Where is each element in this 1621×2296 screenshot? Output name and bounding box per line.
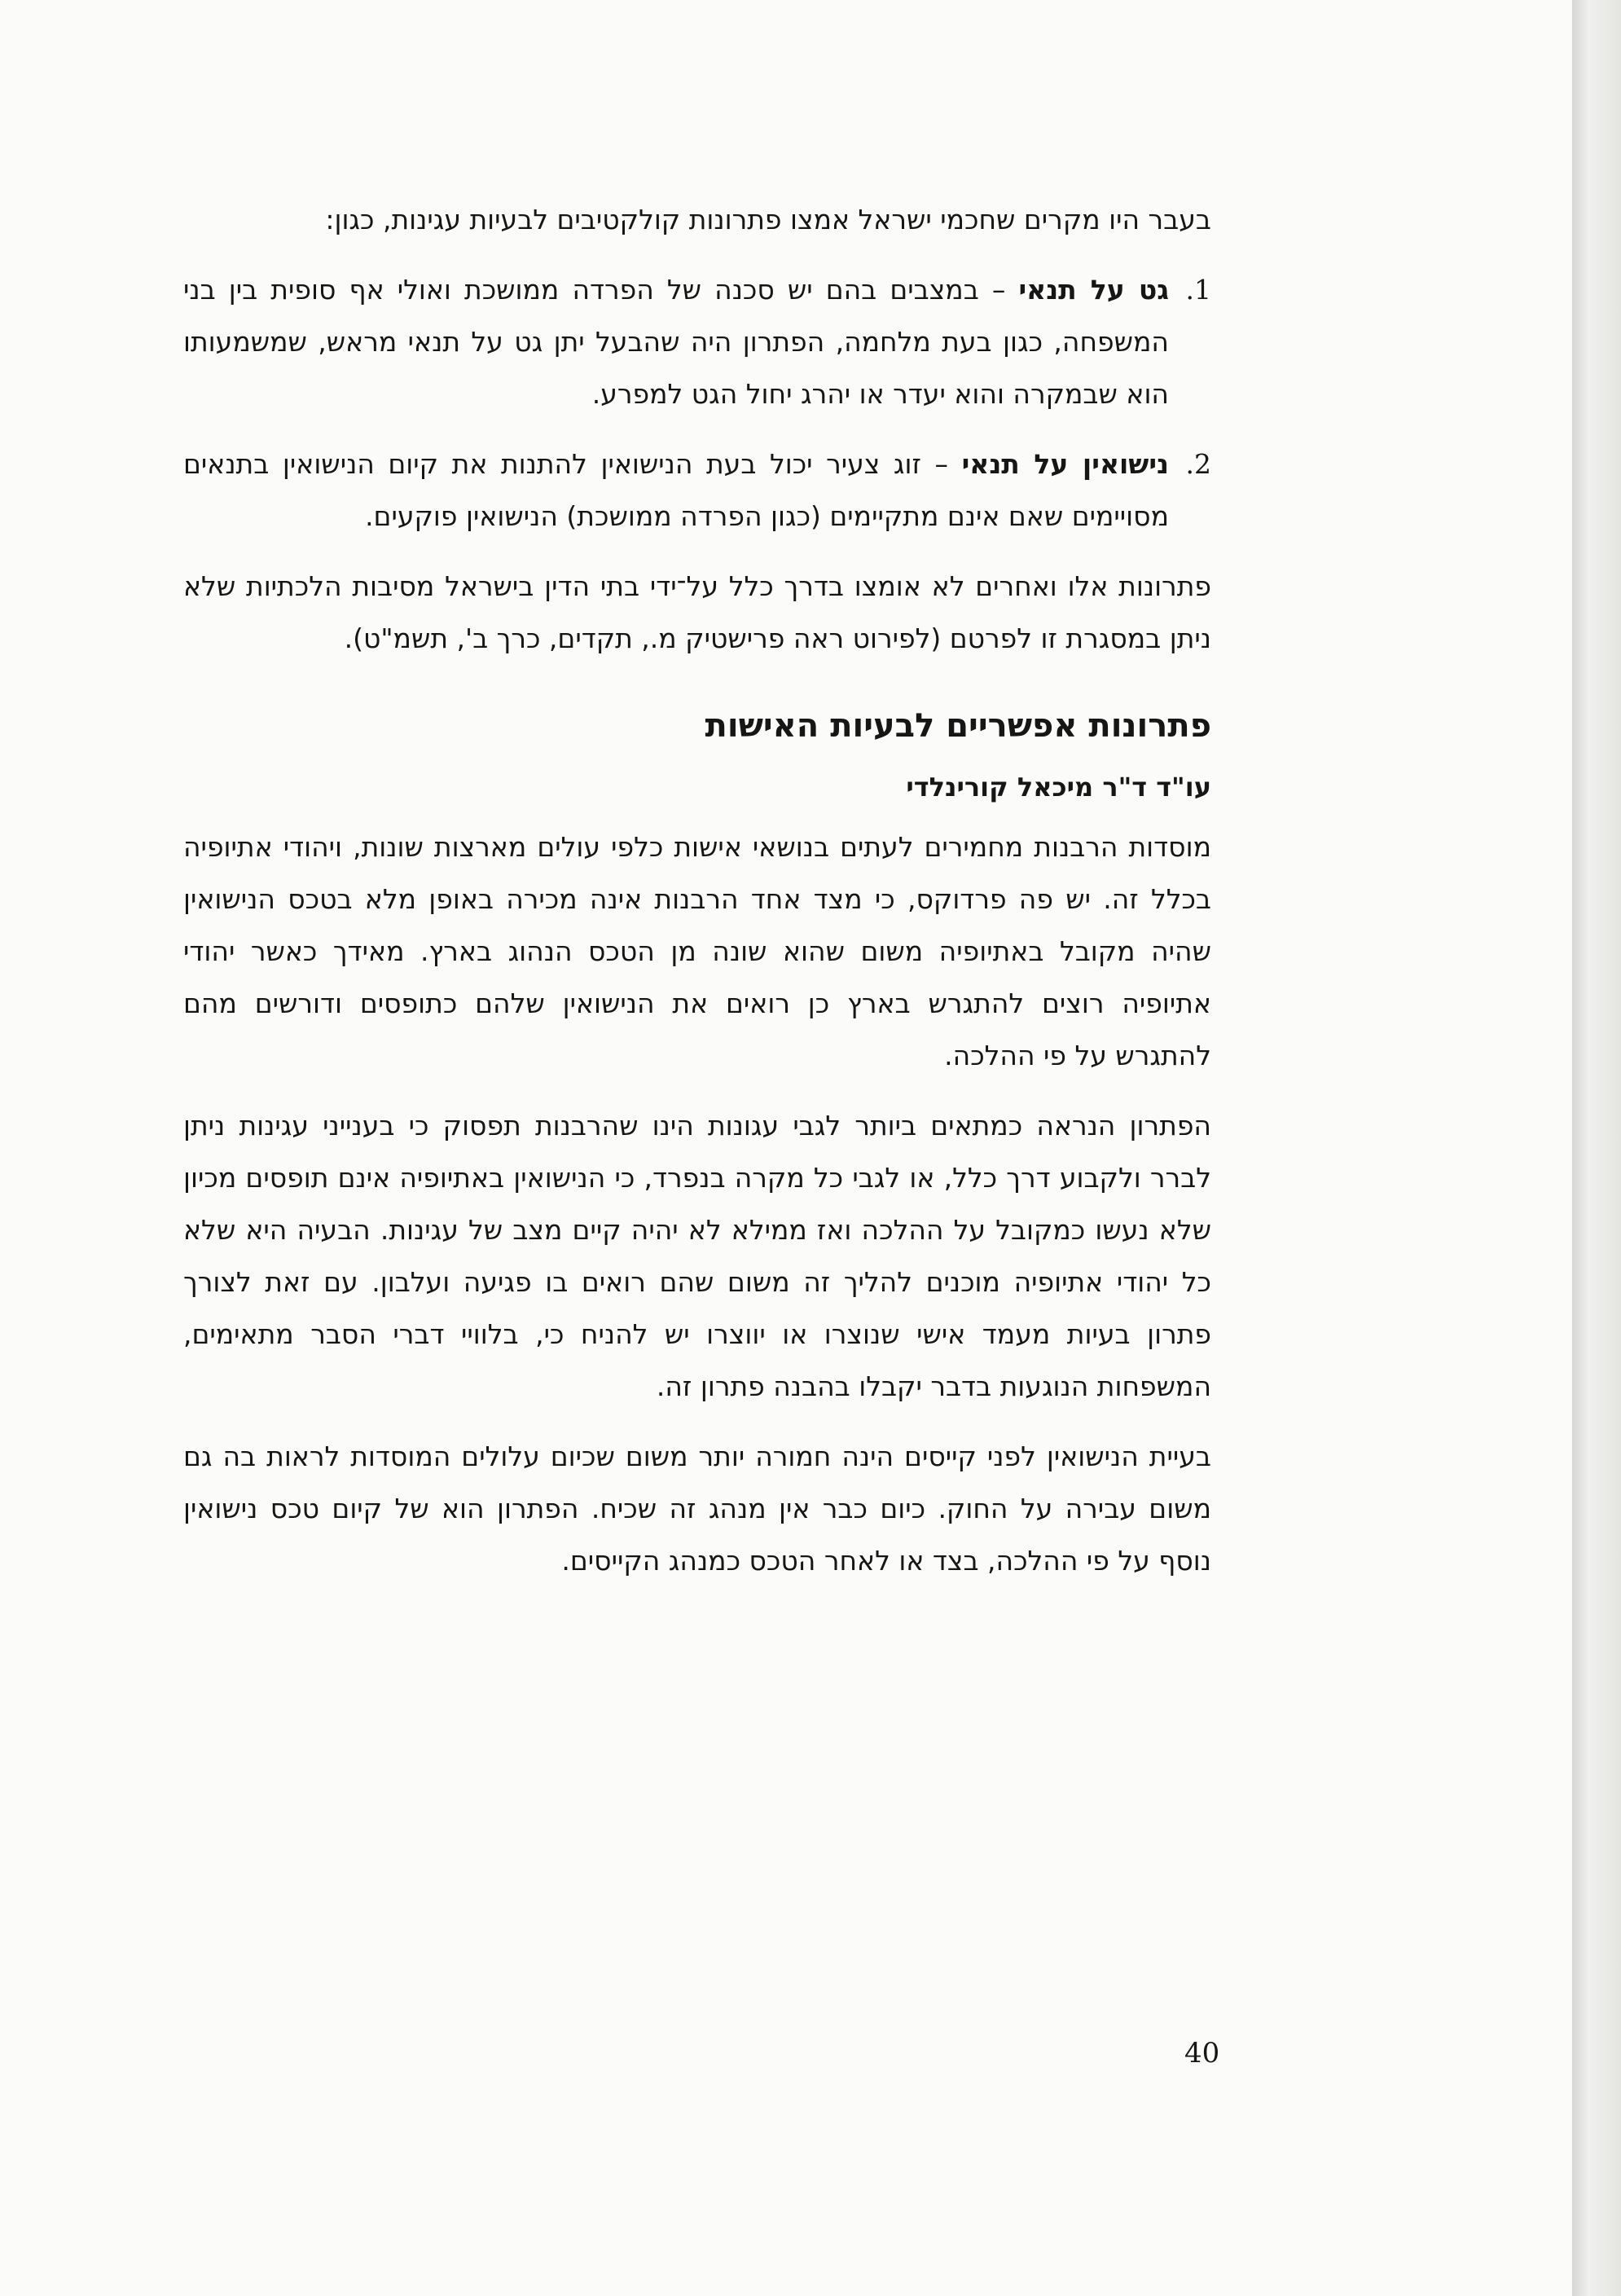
page-number: 40 xyxy=(1184,2037,1220,2069)
page-edge-shadow xyxy=(1572,0,1621,2296)
list-item-number: 1. xyxy=(1185,274,1211,306)
list-item xyxy=(183,264,1211,420)
list-item-term: גט על תנאי xyxy=(1018,274,1169,306)
closing-paragraph: פתרונות אלו ואחרים לא אומצו בדרך כלל על־ידי בתי הדין בישראל מסיבות הלכתיות שלא ניתן במסגרת זו לפרטם (לפירוט ראה פרישטיק מ., תקדים, כרך ב', תשמ"ט). xyxy=(183,570,1211,654)
body-paragraph: בעיית הנישואין לפני קייסים הינה חמורה יותר משום שכיום עלולים המוסדות לראות בה גם משום עבירה על החוק. כיום כבר אין מנהג זה שכיח. הפתרון הוא של קיום טכס נישואין נוסף על פי ההלכה, בצד או לאחר הטכס כמנהג הקייסים. xyxy=(183,1440,1211,1577)
list-item xyxy=(183,438,1211,543)
page-content xyxy=(183,194,1211,1605)
intro-paragraph: בעבר היו מקרים שחכמי ישראל אמצו פתרונות קולקטיבים לבעיות עגינות, כגון: xyxy=(325,204,1211,235)
body-paragraph: מוסדות הרבנות מחמירים לעתים בנושאי אישות כלפי עולים מארצות שונות, ויהודי אתיופיה בכלל זה. יש פה פרדוקס, כי מצד אחד הרבנות אינה מכירה באופן מלא בטכס הנישואין שהיה מקובל באתיופיה משום שהוא שונה מן הטכס הנהוג בארץ. מאידך כאשר יהודי אתיופיה רוצים להתגרש בארץ כן רואים את הנישואין שלהם כתופסים ודורשים מהם להתגרש על פי ההלכה. xyxy=(183,831,1211,1071)
list-item-body: – במצבים בהם יש סכנה של הפרדה ממושכת ואולי אף סופית בין בני המשפחה, כגון בעת מלחמה, הפתרון היה שהבעל יתן גט על תנאי מראש, שמשמעותו הוא שבמקרה והוא יעדר או יהרג יחול הגט למפרע. xyxy=(183,274,1169,410)
list-item-number: 2. xyxy=(1185,448,1211,480)
section-author: עו"ד ד"ר מיכאל קורינלדי xyxy=(906,772,1211,803)
list-item-term: נישואין על תנאי xyxy=(961,448,1170,480)
body-paragraph: הפתרון הנראה כמתאים ביותר לגבי עגונות הינו שהרבנות תפסוק כי בענייני עגינות ניתן לברר ולקבוע דרך כלל, או לגבי כל מקרה בנפרד, כי הנישואין באתיופיה אינם תופסים מכיון שלא נעשו כמקובל על ההלכה ואז ממילא לא יהיה קיים מצב של עגינות. הבעיה היא שלא כל יהודי אתיופיה מוכנים להליך זה משום שהם רואים בו פגיעה ועלבון. עם זאת לצורך פתרון בעיות מעמד אישי שנוצרו או יווצרו יש להניח כי, בלוויי דברי הסבר מתאימים, המשפחות הנוגעות בדבר יקבלו בהבנה פתרון זה. xyxy=(183,1110,1211,1402)
list-item-text xyxy=(183,264,1169,420)
list-item-text xyxy=(183,438,1169,543)
list-item-body: – זוג צעיר יכול בעת הנישואין להתנות את קיום הנישואין בתנאים מסויימים שאם אינם מתקיימים (כגון הפרדה ממושכת) הנישואין פוקעים. xyxy=(183,448,1169,532)
section-title: פתרונות אפשריים לבעיות האישות xyxy=(705,707,1211,745)
